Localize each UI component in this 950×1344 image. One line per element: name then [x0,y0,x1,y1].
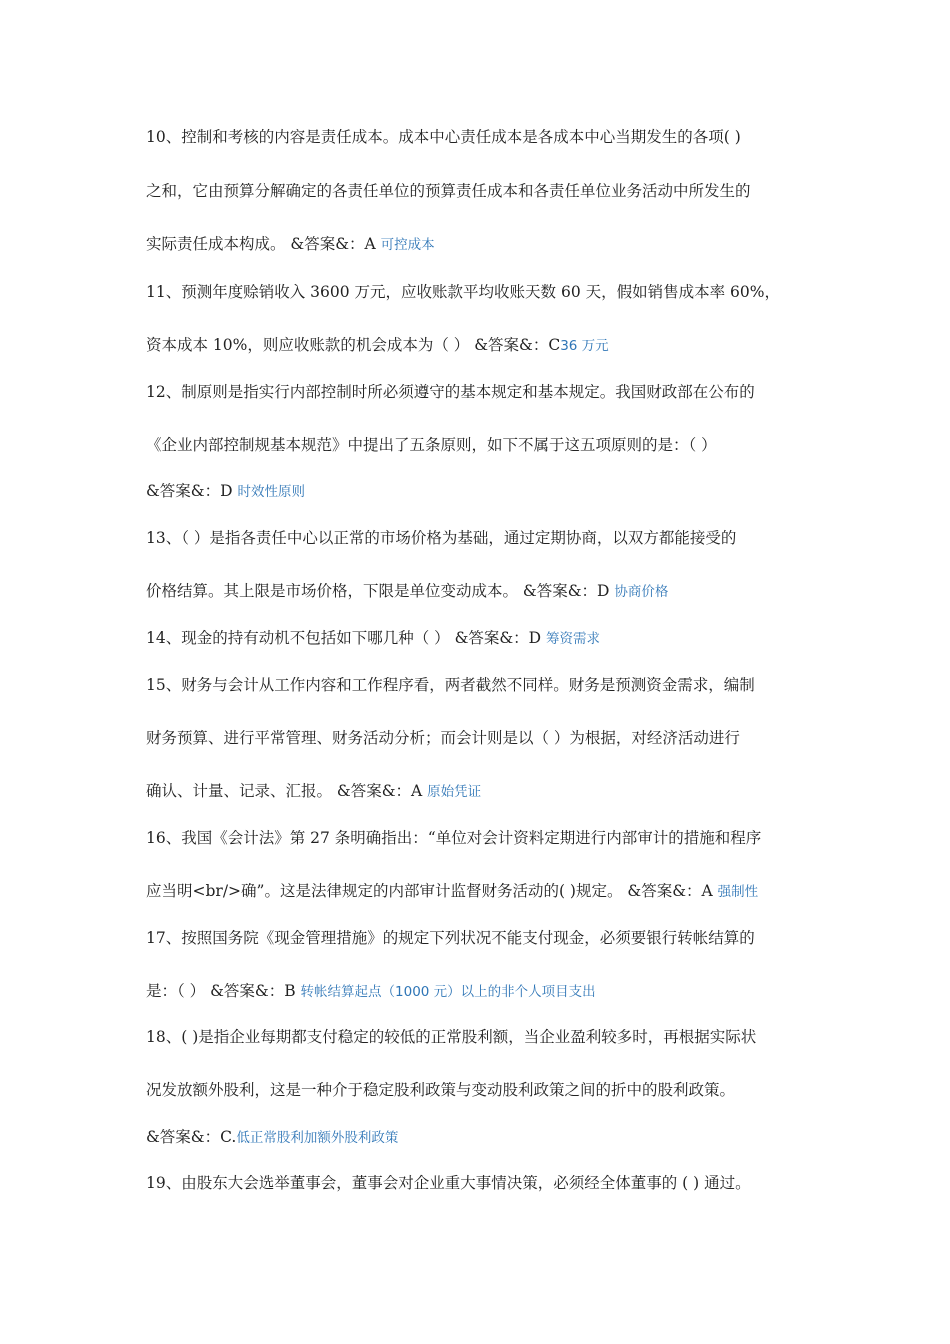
text-line [146,674,810,697]
text-line [146,780,810,803]
answer-text: 强制性 [717,884,759,900]
text-line [146,1079,810,1102]
line-text: 资本成本 10%，则应收账款的机会成本为（ ） &答案&：C [146,336,561,354]
text-line [146,927,810,950]
line-text: &答案&：C. [146,1128,237,1146]
text-line [146,627,810,650]
text-line [146,1026,810,1049]
text-line [146,727,810,750]
line-text: 确认、计量、记录、汇报。 &答案&：A [146,782,428,800]
text-line [146,281,810,304]
line-text: 应当明<br/>确”。这是法律规定的内部审计监督财务活动的( )规定。 &答案&：A [146,882,718,900]
line-text: 10、控制和考核的内容是责任成本。成本中心责任成本是各成本中心当期发生的各项( ) [146,128,741,146]
line-text: 是：（ ） &答案&：B [146,982,301,1000]
text-line [146,381,810,404]
line-text: 13、（ ）是指各责任中心以正常的市场价格为基础，通过定期协商，以双方都能接受的 [146,529,737,547]
text-line [146,980,810,1003]
line-text: &答案&：D [146,482,238,500]
text-line [146,334,810,357]
line-text: 11、预测年度赊销收入 3600 万元，应收账款平均收账天数 60 天，假如销售成本率 60%， [146,283,780,301]
text-line [146,180,810,203]
answer-text: 低正常股利加额外股利政策 [236,1130,399,1146]
answer-text: 筹资需求 [546,631,601,647]
line-text: 14、现金的持有动机不包括如下哪几种（ ） &答案&：D [146,629,547,647]
text-line [146,880,810,903]
text-line [146,1126,810,1149]
answer-text: 转帐结算起点（1000 元）以上的非个人项目支出 [300,984,596,1000]
line-text: 18、( )是指企业每期都支付稳定的较低的正常股利额，当企业盈利较多时，再根据实际状 [146,1028,757,1046]
text-line [146,233,810,256]
line-text: 价格结算。其上限是市场价格，下限是单位变动成本。 &答案&：D [146,582,615,600]
line-text: 财务预算、进行平常管理、财务活动分析；而会计则是以（ ）为根据，对经济活动进行 [146,729,740,747]
answer-text: 原始凭证 [427,784,482,800]
line-text: 17、按照国务院《现金管理措施》的规定下列状况不能支付现金，必须要银行转帐结算的 [146,929,755,947]
line-text: 况发放额外股利，这是一种介于稳定股利政策与变动股利政策之间的折中的股利政策。 [146,1081,736,1099]
line-text: 19、由股东大会选举董事会，董事会对企业重大事情决策，必须经全体董事的 ( ) 通过。 [146,1174,751,1192]
line-text: 16、我国《会计法》第 27 条明确指出：“单位对会计资料定期进行内部审计的措施和程序 [146,829,762,847]
text-line [146,527,810,550]
line-text: 之和，它由预算分解确定的各责任单位的预算责任成本和各责任单位业务活动中所发生的 [146,182,751,200]
text-line [146,126,810,149]
answer-text: 协商价格 [614,584,669,600]
answer-text: 时效性原则 [237,484,305,500]
text-line [146,1172,810,1195]
text-line [146,827,810,850]
answer-text: 可控成本 [380,237,435,253]
line-text: 15、财务与会计从工作内容和工作程序看，两者截然不同样。财务是预测资金需求，编制 [146,676,755,694]
line-text: 实际责任成本构成。 &答案&：A [146,235,381,253]
text-line [146,580,810,603]
line-text: 《企业内部控制规基本规范》中提出了五条原则，如下不属于这五项原则的是：（ ） [146,436,717,454]
text-line [146,434,810,457]
text-line [146,480,810,503]
answer-text: 36 万元 [560,338,609,354]
line-text: 12、制原则是指实行内部控制时所必须遵守的基本规定和基本规定。我国财政部在公布的 [146,383,755,401]
